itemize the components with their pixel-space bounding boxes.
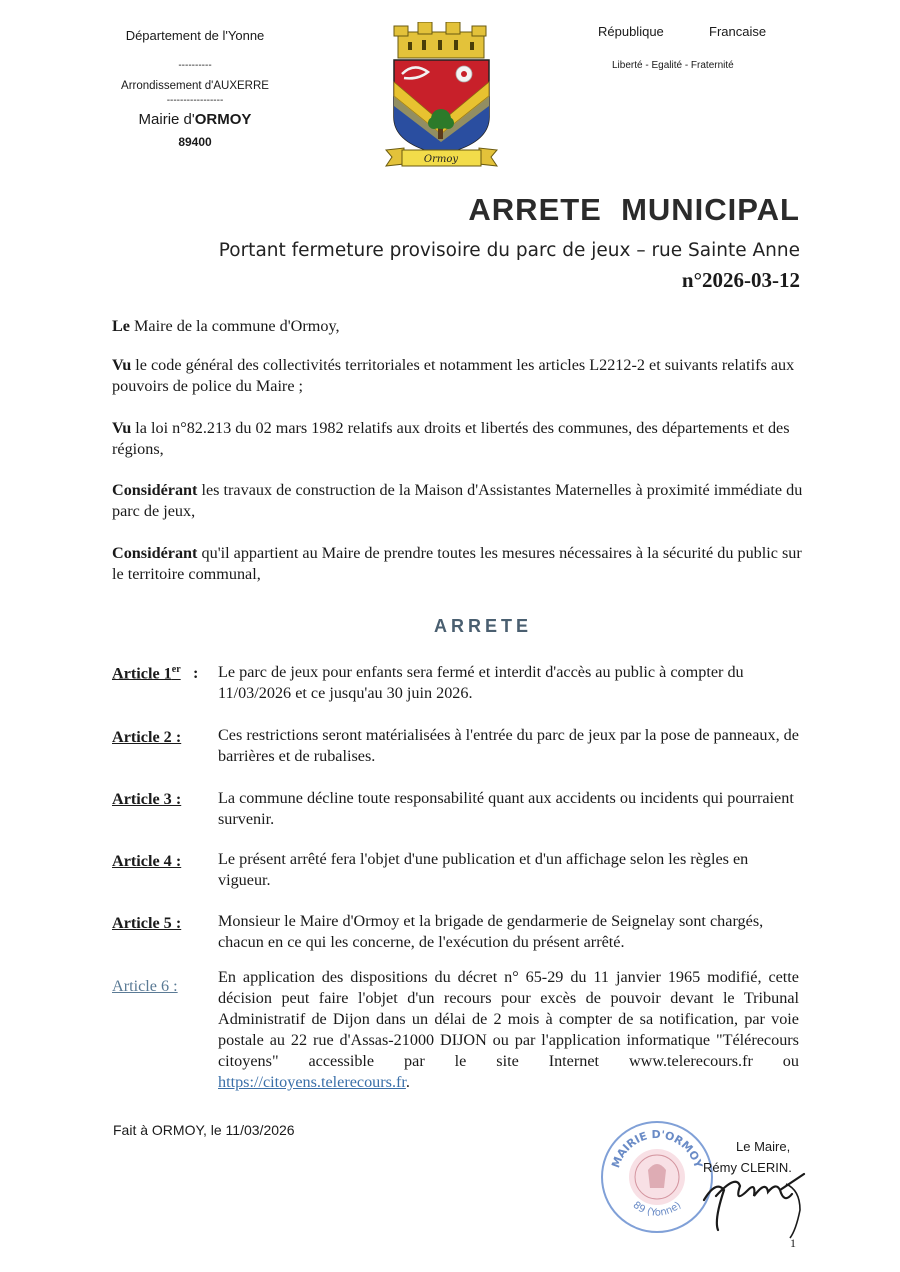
signatory-name: Rémy CLERIN.	[703, 1160, 792, 1175]
republique-label: République	[598, 24, 664, 39]
article-1-label	[112, 664, 181, 683]
mairie-name: ORMOY	[194, 111, 252, 128]
article-1-text: Le parc de jeux pour enfants sera fermé et interdit d'accès au public à compter du 11/03/2026 et ce jusqu'au 30 juin 2026.	[218, 663, 744, 702]
preamble-bold: Considérant	[112, 481, 198, 499]
fait-a-label: Fait à ORMOY, le 11/03/2026	[113, 1122, 295, 1138]
document-title: ARRETE MUNICIPAL	[468, 192, 800, 227]
article-6-end: .	[405, 1073, 410, 1091]
header-dashes-2: -----------------	[166, 95, 224, 106]
devise-label: Liberté - Egalité - Fraternité	[612, 60, 734, 71]
article-4-label: Article 4 :	[112, 852, 182, 870]
document-subtitle: Portant fermeture provisoire du parc de jeux – rue Sainte Anne	[218, 240, 800, 261]
article-6-label: Article 6 :	[112, 977, 178, 995]
preamble-text: la loi n°82.213 du 02 mars 1982 relatifs aux droits et libertés des communes, des départements et des régions,	[112, 419, 790, 458]
preamble-text: Maire de la commune d'Ormoy,	[129, 317, 340, 335]
preamble-vu-1	[112, 355, 812, 397]
signature-icon	[696, 1160, 808, 1240]
mairie-prefix: Mairie d'	[138, 111, 195, 128]
preamble-vu-2	[112, 418, 812, 460]
article-5-label: Article 5 :	[112, 914, 182, 932]
preamble-bold: Vu	[112, 419, 132, 437]
page-number: 1	[790, 1236, 796, 1250]
departement-label: Département de l'Yonne	[125, 28, 265, 43]
preamble-bold: Le	[112, 317, 130, 335]
preamble-le-maire	[112, 316, 812, 337]
crest-banner-text: Ormoy	[423, 154, 459, 165]
preamble-considerant-2	[112, 543, 812, 585]
stamp-bottom-text: 89 (Yonne)	[630, 1199, 684, 1219]
article-3-label: Article 3 :	[112, 790, 182, 808]
stamp-top-text: MAIRIE D'ORMOY	[609, 1127, 705, 1170]
code-postal: 89400	[178, 135, 212, 149]
article-4-text: Le présent arrêté fera l'objet d'une publication et d'un affichage selon les règles en vigueur.	[218, 850, 749, 889]
article-6-body: En application des dispositions du décret n° 65-29 du 11 janvier 1965 modifié, cette décision peut faire l'objet d'un recours pour excès de pouvoir devant le Tribunal Administratif de Dijon dans un délai de 2 mois à compter de sa notification, par voie postale au 22 rue d'Assas-21000 DIJON ou par l'application informatique "Télérecours citoyens" accessible par le site Internet www.telerecours.fr ou	[218, 968, 799, 1070]
preamble-text: les travaux de construction de la Maison d'Assistantes Maternelles à proximité immédiate du parc de jeux,	[112, 481, 803, 520]
article-3-text: La commune décline toute responsabilité quant aux accidents ou incidents qui pourraient survenir.	[218, 789, 794, 828]
article-1-label-main: Article 1	[112, 664, 172, 683]
preamble-bold: Considérant	[112, 544, 198, 562]
preamble-bold: Vu	[112, 356, 132, 374]
article-5-text: Monsieur le Maire d'Ormoy et la brigade de gendarmerie de Seignelay sont chargés, chacun en ce qui les concerne, de l'exécution du présent arrêté.	[218, 912, 764, 951]
ormoy-crest-icon	[384, 22, 499, 168]
arrete-number: n°2026-03-12	[681, 268, 800, 292]
preamble-text: le code général des collectivités territoriales et notamment les articles L2212-2 et suivants relatifs aux pouvoirs de police du Maire ;	[112, 356, 795, 395]
article-2-text: Ces restrictions seront matérialisées à l'entrée du parc de jeux par la pose de panneaux, de barrières et de rubalises.	[218, 726, 799, 765]
article-1-colon: :	[193, 664, 199, 682]
article-6-text	[218, 967, 799, 1093]
article-1-label-sup: er	[171, 664, 181, 675]
article-2-label: Article 2 :	[112, 728, 182, 746]
arrete-heading: ARRETE	[433, 616, 532, 636]
francaise-label: Francaise	[709, 24, 767, 39]
preamble-text: qu'il appartient au Maire de prendre toutes les mesures nécessaires à la sécurité du public sur le territoire communal,	[112, 544, 802, 583]
arrondissement-label: Arrondissement d'AUXERRE	[121, 80, 269, 92]
mairie-label	[80, 111, 310, 128]
le-maire-label: Le Maire,	[736, 1139, 791, 1154]
header-dashes-1: ----------	[178, 60, 212, 71]
preamble-considerant-1	[112, 480, 812, 522]
telerecours-link[interactable]: https://citoyens.telerecours.fr	[218, 1073, 406, 1091]
